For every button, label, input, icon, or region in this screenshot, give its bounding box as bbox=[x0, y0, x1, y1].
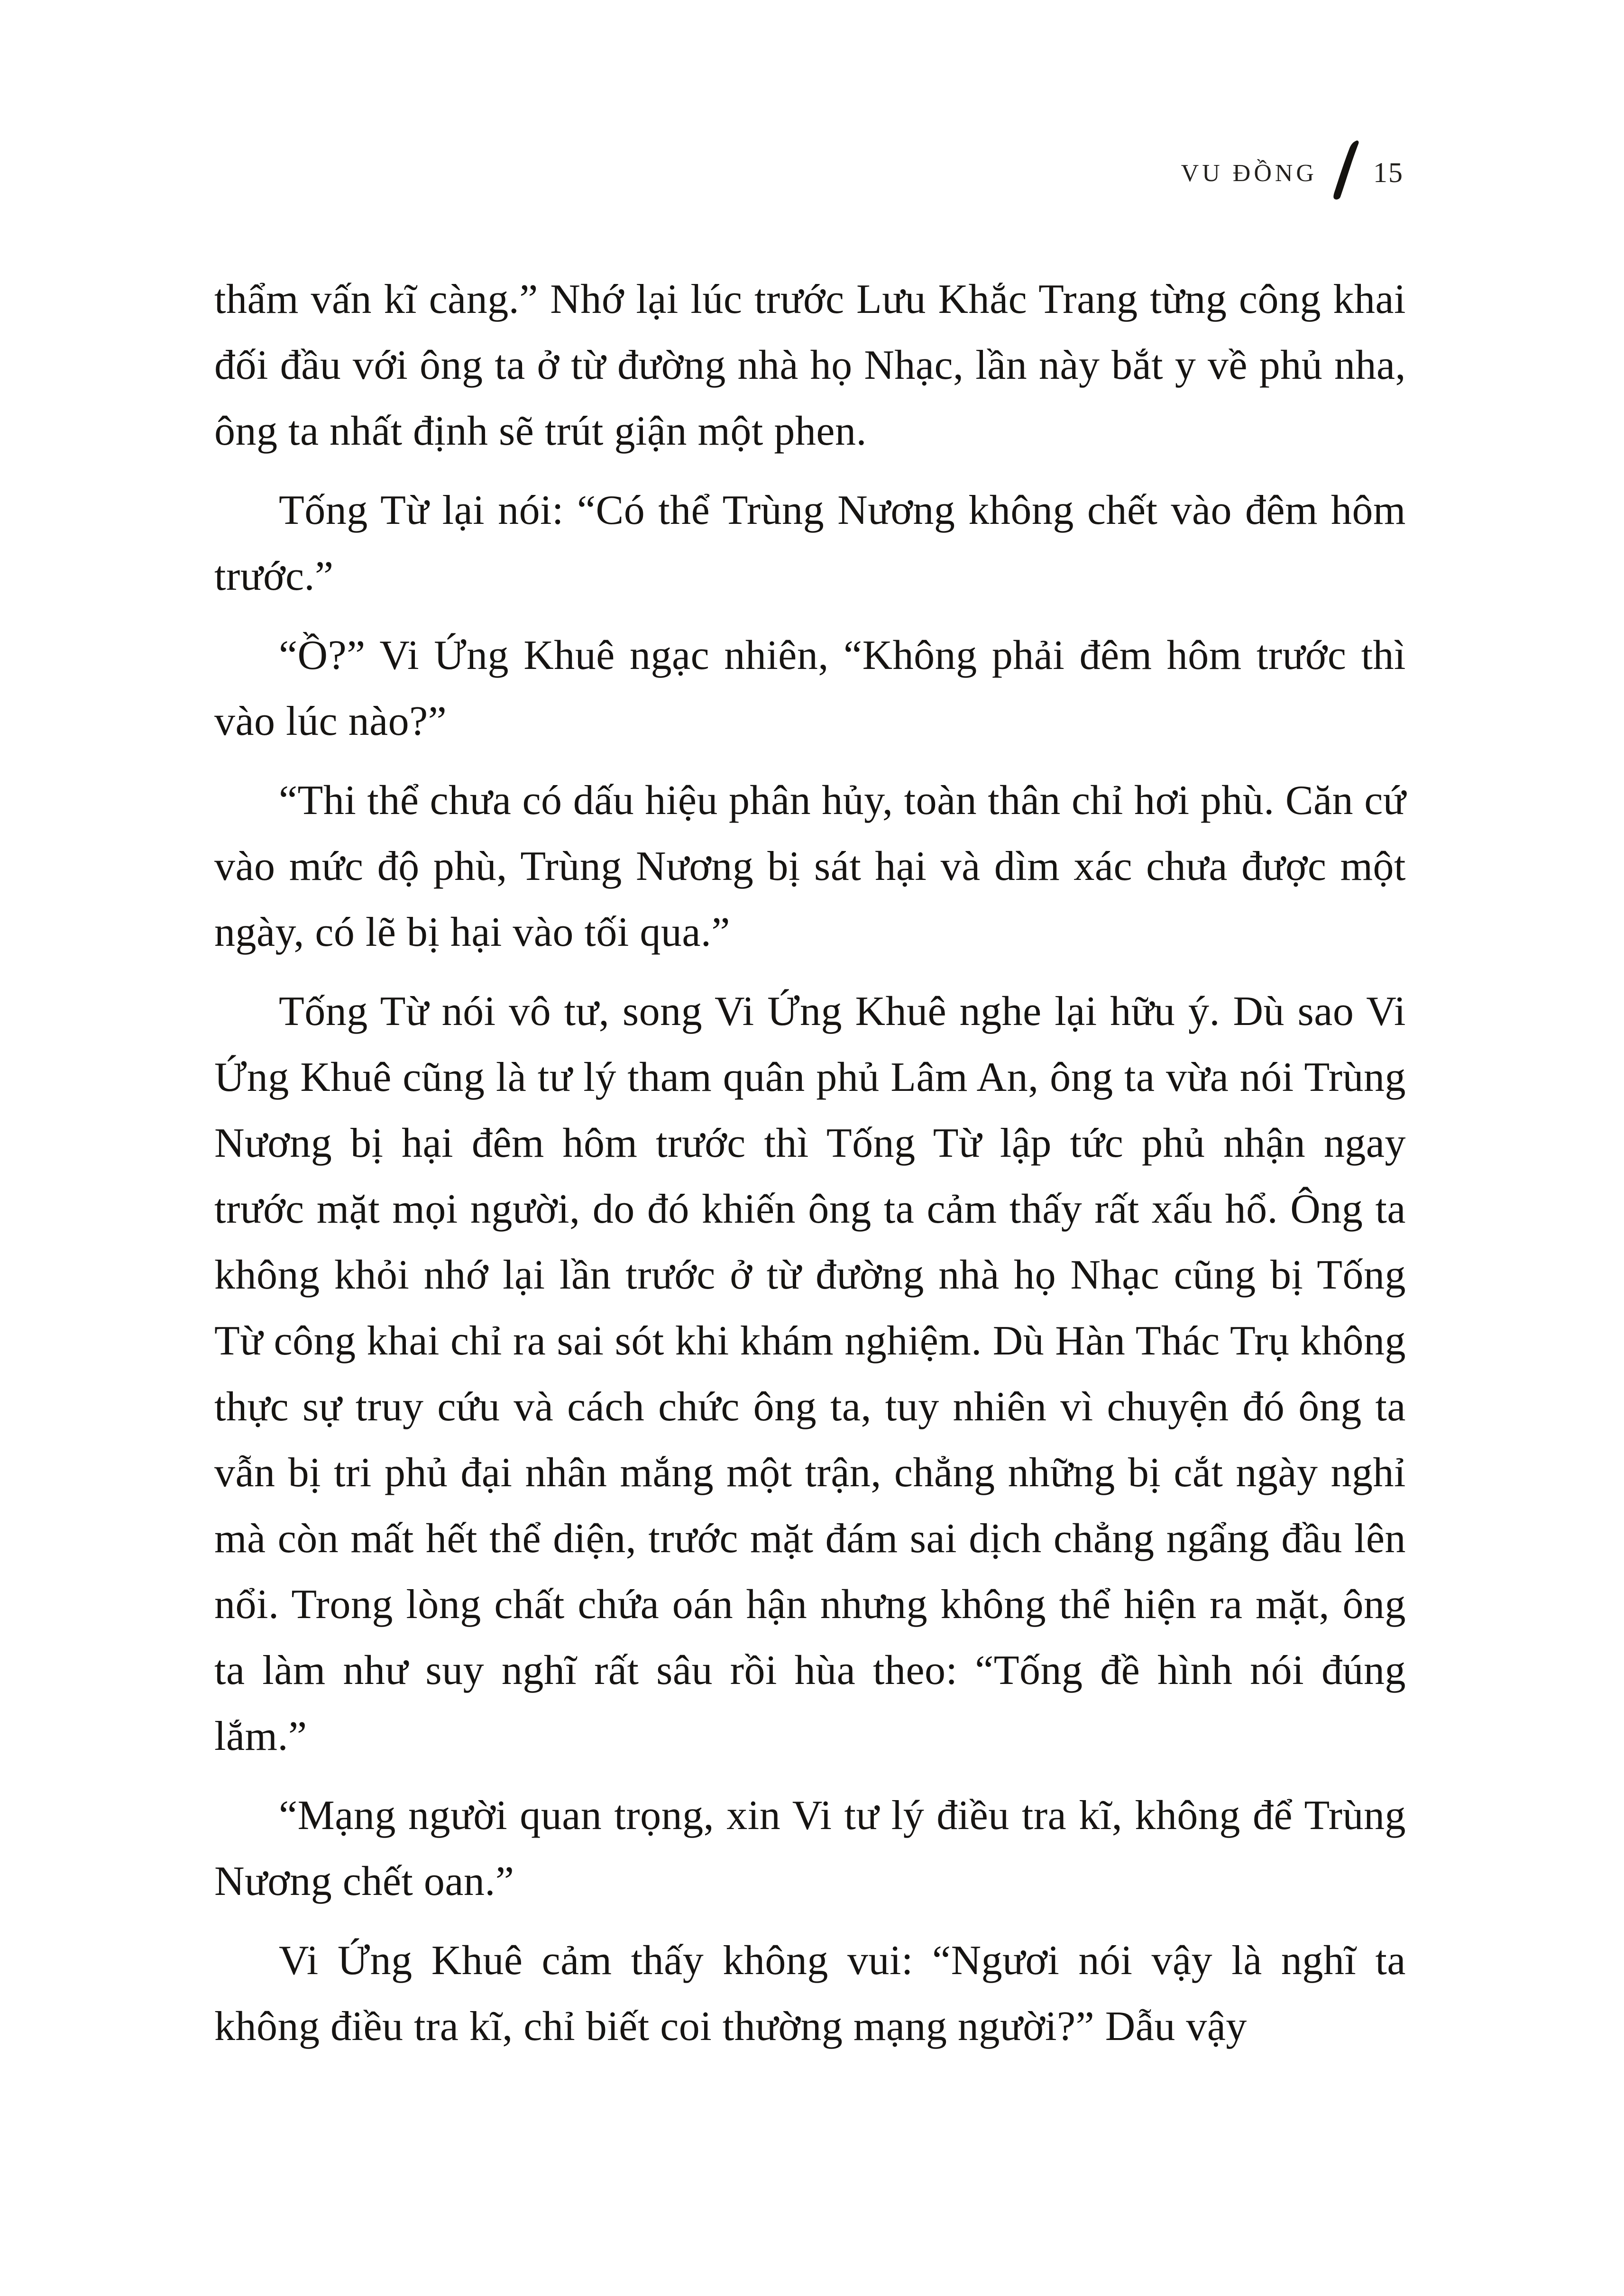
running-header bbox=[1181, 140, 1404, 201]
page-number: 15 bbox=[1373, 157, 1404, 188]
paragraph: “Mạng người quan trọng, xin Vi tư lý điều tra kĩ, không để Trùng Nương chết oan.” bbox=[214, 1793, 1406, 1904]
paragraph: Tống Từ nói vô tư, song Vi Ứng Khuê nghe lại hữu ý. Dù sao Vi Ứng Khuê cũng là tư lý tham quân phủ Lâm An, ông ta vừa nói Trùng Nương bị hại đêm hôm trước thì Tống Từ lập tức phủ nhận ngay trước mặt mọi người, do đó khiến ông ta cảm thấy rất xấu hổ. Ông ta không khỏi nhớ lại lần trước ở từ đường nhà họ Nhạc cũng bị Tống Từ công khai chỉ ra sai sót khi khám nghiệm. Dù Hàn Thác Trụ không thực sự truy cứu và cách chức ông ta, tuy nhiên vì chuyện đó ông ta vẫn bị tri phủ đại nhân mắng một trận, chẳng những bị cắt ngày nghỉ mà còn mất hết thể diện, trước mặt đám sai dịch chẳng ngẩng đầu lên nổi. Trong lòng chất chứa oán hận nhưng không thể hiện ra mặt, ông ta làm như suy nghĩ rất sâu rồi hùa theo: “Tống đề hình nói đúng lắm.” bbox=[214, 988, 1406, 1759]
page-body bbox=[214, 266, 1406, 2059]
book-title: VU ĐỒNG bbox=[1181, 160, 1317, 187]
paragraph: “Ồ?” Vi Ứng Khuê ngạc nhiên, “Không phải đêm hôm trước thì vào lúc nào?” bbox=[214, 632, 1406, 744]
paragraph: “Thi thể chưa có dấu hiệu phân hủy, toàn thân chỉ hơi phù. Căn cứ vào mức độ phù, Trùng Nương bị sát hại và dìm xác chưa được một ngày, có lẽ bị hại vào tối qua.” bbox=[214, 778, 1406, 955]
brush-slash-icon bbox=[1330, 140, 1360, 201]
paragraph: Tống Từ lại nói: “Có thể Trùng Nương không chết vào đêm hôm trước.” bbox=[214, 487, 1406, 599]
paragraph: Vi Ứng Khuê cảm thấy không vui: “Ngươi nói vậy là nghĩ ta không điều tra kĩ, chỉ biết coi thường mạng người?” Dẫu vậy bbox=[214, 1938, 1406, 2049]
paragraph: thẩm vấn kĩ càng.” Nhớ lại lúc trước Lưu Khắc Trang từng công khai đối đầu với ông ta ở từ đường nhà họ Nhạc, lần này bắt y về phủ nha, ông ta nhất định sẽ trút giận một phen. bbox=[214, 276, 1406, 454]
